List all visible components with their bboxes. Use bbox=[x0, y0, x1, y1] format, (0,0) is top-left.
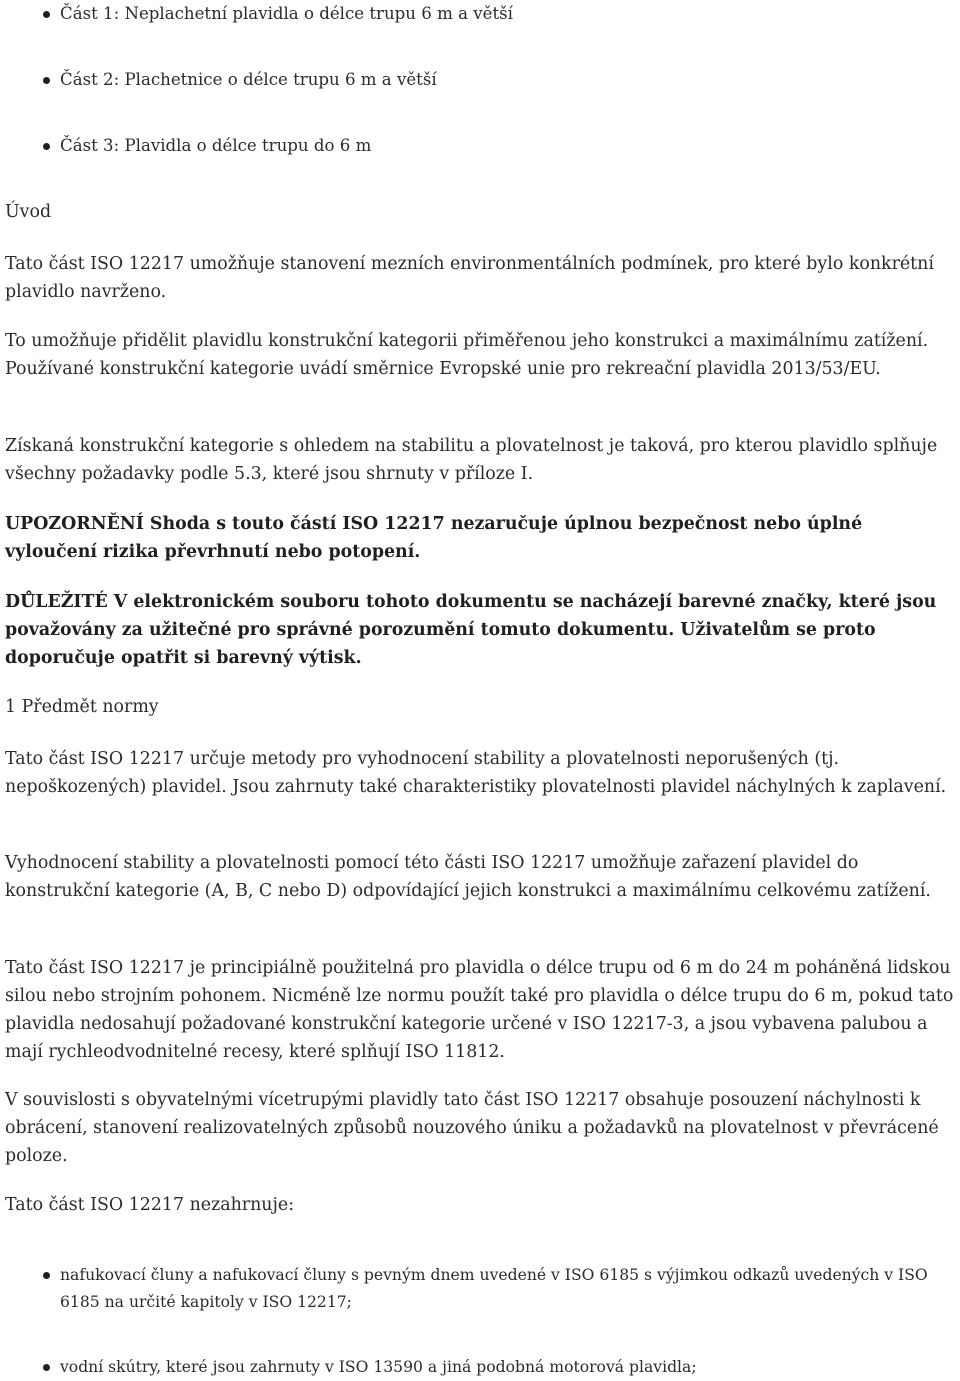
intro-paragraph: Tato část ISO 12217 umožňuje stanovení mezních environmentálních podmínek, pro které bylo konkrétní plavidlo navrženo. bbox=[5, 254, 934, 302]
bullet-icon bbox=[43, 143, 50, 150]
warning-note: UPOZORNĚNÍ Shoda s touto částí ISO 12217 nezaručuje úplnou bezpečnost nebo úplné vyloučení rizika převrhnutí nebo potopení. bbox=[5, 514, 863, 562]
list-item: Část 2: Plachetnice o délce trupu 6 m a větší bbox=[60, 67, 955, 93]
bullet-icon bbox=[43, 11, 50, 18]
bullet-icon bbox=[43, 1272, 50, 1279]
scope-paragraph: Tato část ISO 12217 je principiálně použitelná pro plavidla o délce trupu od 6 m do 24 m poháněná lidskou silou nebo strojním pohonem. Nicméně lze normu použít také pro plavidla o délce trupu do 6 m, pokud tato plavidla nedosahují požadované konstrukční kategorie určené v ISO 12217-3, a jsou vybavena palubou a mají rychleodvodnitelné recesy, které splňují ISO 11812. bbox=[5, 958, 954, 1062]
scope-paragraph: Tato část ISO 12217 určuje metody pro vyhodnocení stability a plovatelnosti neporušených (tj. nepoškozených) plavidel. Jsou zahrnuty také charakteristiky plovatelnosti plavidel náchylných k zaplavení. bbox=[5, 749, 947, 797]
scope-paragraph: Vyhodnocení stability a plovatelnosti pomocí této části ISO 12217 umožňuje zařazení plavidel do konstrukční kategorie (A, B, C nebo D) odpovídající jejich konstrukci a maximálnímu celkovému zatížení. bbox=[5, 853, 931, 901]
section-heading: 1 Předmět normy bbox=[5, 697, 159, 717]
list-item: Část 1: Neplachetní plavidla o délce trupu 6 m a větší bbox=[60, 1, 955, 27]
scope-paragraph: Tato část ISO 12217 nezahrnuje: bbox=[5, 1195, 295, 1215]
scope-paragraph: V souvislosti s obyvatelnými vícetrupými plavidly tato část ISO 12217 obsahuje posouzení náchylnosti k obrácení, stanovení realizovatelných způsobů nouzového úniku a požadavků na plovatelnost v převrácené poloze. bbox=[5, 1090, 939, 1166]
bullet-icon bbox=[43, 77, 50, 84]
list-item: vodní skútry, které jsou zahrnuty v ISO 13590 a jiná podobná motorová plavidla; bbox=[60, 1354, 955, 1381]
list-item: nafukovací čluny a nafukovací čluny s pevným dnem uvedené v ISO 6185 s výjimkou odkazů uvedených v ISO 6185 na určité kapitoly v ISO 12217; bbox=[60, 1262, 955, 1316]
intro-paragraph: To umožňuje přidělit plavidlu konstrukční kategorii přiměřenou jeho konstrukci a maximálnímu zatížení. Používané konstrukční kategorie uvádí směrnice Evropské unie pro rekreační plavidla 2013/53/EU. bbox=[5, 331, 929, 379]
important-note: DŮLEŽITÉ V elektronickém souboru tohoto dokumentu se nacházejí barevné značky, které jsou považovány za užitečné pro správné porozumění tomuto dokumentu. Uživatelům se proto doporučuje opatřit si barevný výtisk. bbox=[5, 592, 937, 668]
intro-heading: Úvod bbox=[5, 202, 52, 222]
bullet-icon bbox=[43, 1364, 50, 1371]
list-item: Část 3: Plavidla o délce trupu do 6 m bbox=[60, 133, 955, 159]
intro-paragraph: Získaná konstrukční kategorie s ohledem na stabilitu a plovatelnost je taková, pro kterou plavidlo splňuje všechny požadavky podle 5.3, které jsou shrnuty v příloze I. bbox=[5, 436, 938, 484]
